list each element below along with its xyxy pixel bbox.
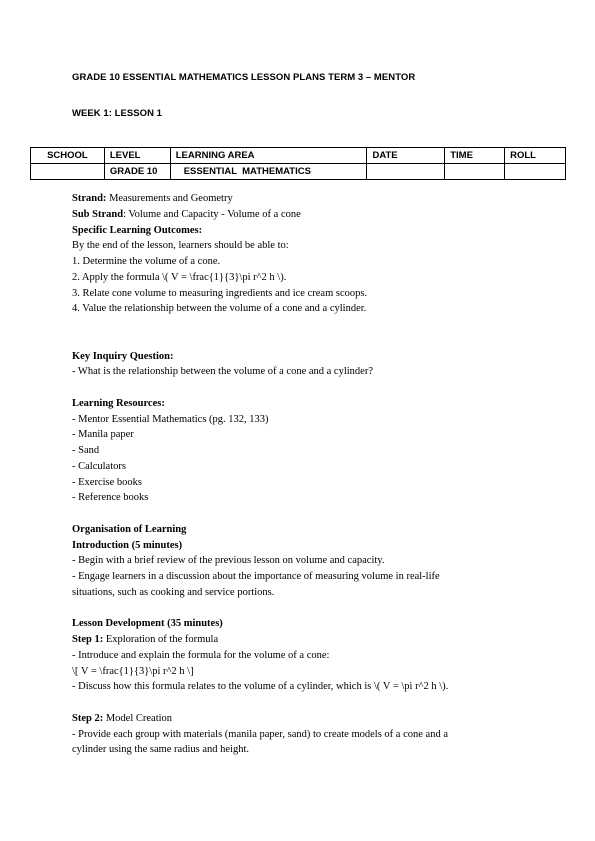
table-header-row — [31, 148, 566, 164]
value-learning-area: ESSENTIAL MATHEMATICS — [170, 164, 367, 180]
header-date: DATE — [367, 148, 445, 164]
step2-label: Step 2: — [72, 712, 104, 724]
outcome-item: 2. Apply the formula \( V = \frac{1}{3}\pi r^2 h \). — [72, 271, 287, 283]
step1-detail: - Introduce and explain the formula for the volume of a cone: — [72, 649, 330, 661]
header-time: TIME — [445, 148, 505, 164]
value-level: GRADE 10 — [104, 164, 170, 180]
strand-label: Strand: — [72, 193, 107, 204]
header-roll: ROLL — [505, 148, 566, 164]
step1-detail: - Discuss how this formula relates to the volume of a cylinder, which is \( V = \pi r^2 h \). — [72, 681, 449, 693]
value-school — [31, 164, 105, 180]
week-lesson-title: WEEK 1: LESSON 1 — [72, 108, 163, 119]
step1-detail: \[ V = \frac{1}{3}\pi r^2 h \] — [72, 665, 194, 677]
outcomes-heading: Specific Learning Outcomes: — [72, 224, 203, 236]
intro-line: - Begin with a brief review of the previous lesson on volume and capacity. — [72, 555, 385, 567]
step1-value: Exploration of the formula — [103, 634, 219, 645]
header-level: LEVEL — [104, 148, 170, 164]
outcomes-intro: By the end of the lesson, learners should be able to: — [72, 240, 289, 252]
step1-line — [72, 632, 532, 648]
resource-item: - Manila paper — [72, 429, 134, 441]
inquiry-heading: Key Inquiry Question: — [72, 350, 174, 362]
introduction-heading: Introduction (5 minutes) — [72, 539, 183, 551]
step2-detail: - Provide each group with materials (manila paper, sand) to create models of a cone and a — [72, 728, 448, 740]
outcome-item: 1. Determine the volume of a cone. — [72, 256, 221, 267]
organisation-heading: Organisation of Learning — [72, 523, 187, 535]
substrand-label: Sub Strand — [72, 208, 124, 220]
intro-line: - Engage learners in a discussion about the importance of measuring volume in real-life — [72, 571, 440, 582]
value-roll — [505, 164, 566, 180]
lesson-info-table — [30, 147, 566, 180]
resource-item: - Exercise books — [72, 476, 142, 488]
outcome-item: 4. Value the relationship between the volume of a cone and a cylinder. — [72, 303, 367, 315]
intro-line: situations, such as cooking and service portions. — [72, 586, 275, 598]
table-value-row — [31, 164, 566, 180]
strand-value: Measurements and Geometry — [106, 193, 233, 204]
resource-item: - Calculators — [72, 460, 126, 472]
value-date — [367, 164, 445, 180]
strand-line — [72, 191, 532, 207]
resource-item: - Reference books — [72, 492, 149, 504]
step2-value: Model Creation — [103, 712, 173, 724]
header-school: SCHOOL — [31, 148, 105, 164]
development-heading: Lesson Development (35 minutes) — [72, 618, 223, 630]
lesson-body — [72, 191, 532, 758]
value-time — [445, 164, 505, 180]
header-learning-area: LEARNING AREA — [170, 148, 367, 164]
substrand-line — [72, 207, 532, 223]
document-title: GRADE 10 ESSENTIAL MATHEMATICS LESSON PLANS TERM 3 – MENTOR — [72, 72, 416, 83]
resource-item: - Sand — [72, 445, 100, 456]
resources-heading: Learning Resources: — [72, 397, 165, 409]
step2-line — [72, 711, 532, 727]
step1-label: Step 1: — [72, 634, 104, 645]
substrand-value: : Volume and Capacity - Volume of a cone — [123, 208, 301, 220]
resource-item: - Mentor Essential Mathematics (pg. 132, 133) — [72, 413, 269, 425]
step2-detail: cylinder using the same radius and height. — [72, 744, 249, 756]
outcome-item: 3. Relate cone volume to measuring ingredients and ice cream scoops. — [72, 287, 368, 299]
inquiry-text: - What is the relationship between the volume of a cone and a cylinder? — [72, 366, 373, 378]
